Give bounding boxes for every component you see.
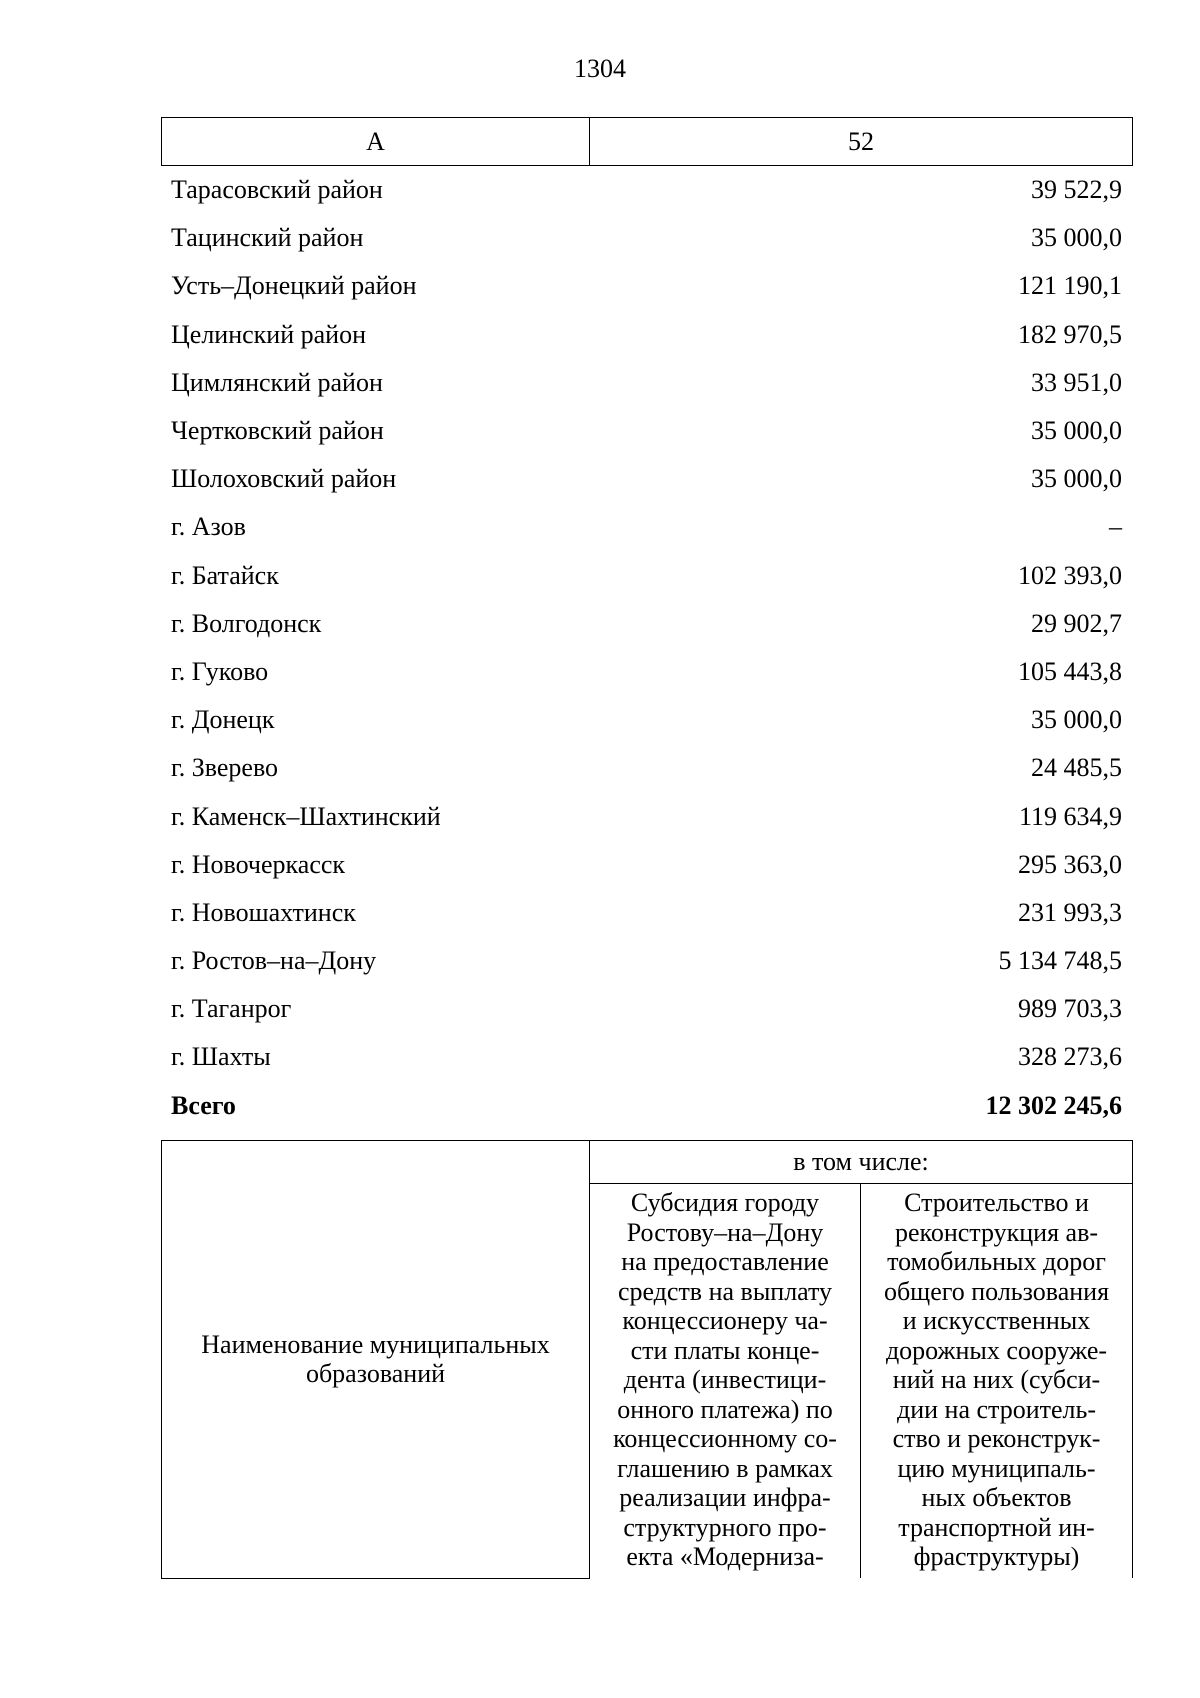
header-text-line: Ростову–на–Дону bbox=[626, 1217, 824, 1247]
header-text-line: образований bbox=[305, 1359, 446, 1389]
amount-value: 231 993,3 bbox=[1018, 897, 1122, 927]
municipality-name: г. Зверево bbox=[171, 753, 279, 783]
header-text-line: общего пользования bbox=[883, 1276, 1110, 1306]
column-header-row bbox=[162, 118, 1133, 166]
column-header-52: 52 bbox=[590, 118, 1133, 166]
table-row bbox=[161, 407, 1132, 455]
header-text-line: Наименование муниципальных bbox=[201, 1329, 550, 1359]
amount-value: 328 273,6 bbox=[1018, 1042, 1122, 1072]
table-row bbox=[161, 792, 1132, 840]
header-text-line: Субсидия городу bbox=[630, 1188, 820, 1217]
municipality-name: Тарасовский район bbox=[171, 175, 383, 205]
amount-value: 39 522,9 bbox=[1031, 175, 1122, 205]
table-row bbox=[161, 214, 1132, 262]
header-text-line: дии на строитель- bbox=[896, 1394, 1097, 1424]
header-text-line: фраструктуры) bbox=[913, 1542, 1080, 1571]
subsidy-rostov-concession-header bbox=[590, 1184, 861, 1579]
header-text-line: онного платежа) по bbox=[617, 1394, 833, 1424]
header-text-line: Строительство и bbox=[904, 1188, 1089, 1217]
municipality-name: г. Таганрог bbox=[171, 994, 292, 1024]
table-row bbox=[161, 503, 1132, 551]
municipality-name-header bbox=[162, 1141, 590, 1579]
municipality-name: Цимлянский район bbox=[171, 367, 383, 397]
municipality-name: г. Гуково bbox=[171, 656, 269, 686]
header-text-line: средств на выплату bbox=[617, 1276, 833, 1306]
total-row bbox=[161, 1082, 1132, 1130]
amount-value: 989 703,3 bbox=[1018, 994, 1122, 1024]
table-row bbox=[161, 552, 1132, 600]
table-row bbox=[161, 744, 1132, 792]
amount-value: – bbox=[1109, 512, 1122, 542]
table-row bbox=[161, 455, 1132, 503]
header-text-line: глашению в рамках bbox=[617, 1453, 833, 1483]
header-text-line: транспортной ин- bbox=[898, 1512, 1095, 1542]
road-construction-subsidy-header bbox=[861, 1184, 1133, 1579]
table-row bbox=[161, 1033, 1132, 1081]
amount-value: 24 485,5 bbox=[1031, 753, 1122, 783]
municipality-name: г. Азов bbox=[171, 512, 246, 542]
amount-value: 295 363,0 bbox=[1018, 849, 1122, 879]
header-text-line: екта «Модерниза- bbox=[626, 1542, 824, 1571]
municipality-name: г. Новошахтинск bbox=[171, 897, 356, 927]
header-text-line: реализации инфра- bbox=[619, 1483, 831, 1512]
municipality-name: Чертковский район bbox=[171, 416, 384, 446]
municipality-name: Тацинский район bbox=[171, 223, 364, 253]
data-table bbox=[161, 166, 1132, 1130]
including-header: в том числе: bbox=[590, 1141, 1133, 1184]
table-row bbox=[161, 937, 1132, 985]
page-number: 1304 bbox=[574, 54, 626, 83]
table-row bbox=[161, 166, 1132, 214]
header-text-line: на предоставление bbox=[621, 1247, 829, 1276]
amount-value: 35 000,0 bbox=[1031, 223, 1122, 253]
header-text-line: и искусственных bbox=[902, 1306, 1091, 1335]
amount-value: 119 634,9 bbox=[1018, 801, 1122, 831]
amount-value: 105 443,8 bbox=[1018, 656, 1122, 686]
table-row bbox=[161, 600, 1132, 648]
municipality-name: г. Донецк bbox=[171, 705, 275, 735]
header-text-line: дента (инвестици- bbox=[623, 1365, 827, 1394]
amount-value: 102 393,0 bbox=[1018, 560, 1122, 590]
amount-value: 121 190,1 bbox=[1018, 271, 1122, 301]
table-row bbox=[161, 262, 1132, 310]
amount-value: 33 951,0 bbox=[1031, 367, 1122, 397]
municipality-name: Усть–Донецкий район bbox=[171, 271, 417, 301]
table-row bbox=[161, 841, 1132, 889]
column-header-a: А bbox=[162, 118, 590, 166]
municipality-name: г. Батайск bbox=[171, 560, 279, 590]
amount-value: 29 902,7 bbox=[1031, 608, 1122, 638]
header-text-line: реконструкция ав- bbox=[894, 1217, 1099, 1247]
amount-value: 35 000,0 bbox=[1031, 464, 1122, 494]
amount-value: 35 000,0 bbox=[1031, 705, 1122, 735]
amount-value: 35 000,0 bbox=[1031, 416, 1122, 446]
table-row bbox=[161, 696, 1132, 744]
header-text-line: концессионеру ча- bbox=[622, 1306, 828, 1335]
table-row bbox=[161, 311, 1132, 359]
table-row bbox=[161, 985, 1132, 1033]
municipality-name: г. Волгодонск bbox=[171, 608, 322, 638]
table-row bbox=[161, 889, 1132, 937]
total-value: 12 302 245,6 bbox=[985, 1090, 1122, 1120]
subsidy-header-row-1 bbox=[162, 1141, 1133, 1184]
amount-value: 5 134 748,5 bbox=[998, 946, 1122, 976]
header-text-line: ний на них (субси- bbox=[892, 1365, 1101, 1394]
header-text-line: ных объектов bbox=[921, 1483, 1072, 1512]
municipality-name: Целинский район bbox=[171, 319, 366, 349]
header-text-line: ство и реконструк- bbox=[892, 1424, 1101, 1453]
subsidy-header-table bbox=[161, 1140, 1132, 1579]
total-label: Всего bbox=[171, 1090, 236, 1120]
municipality-name: Шолоховский район bbox=[171, 464, 397, 494]
header-text-line: цию муниципаль- bbox=[897, 1453, 1096, 1483]
amount-value: 182 970,5 bbox=[1018, 319, 1122, 349]
header-text-line: дорожных сооруже- bbox=[885, 1335, 1108, 1365]
header-text-line: сти платы конце- bbox=[630, 1335, 820, 1365]
table-row bbox=[161, 648, 1132, 696]
header-text-line: концессионному со- bbox=[613, 1424, 837, 1453]
column-header-table bbox=[161, 117, 1132, 166]
municipality-name: г. Новочеркасск bbox=[171, 849, 346, 879]
header-text-line: структурного про- bbox=[623, 1512, 827, 1542]
municipality-name: г. Каменск–Шахтинский bbox=[171, 801, 441, 831]
municipality-name: г. Шахты bbox=[171, 1042, 271, 1072]
municipality-name: г. Ростов–на–Дону bbox=[171, 946, 377, 976]
table-row bbox=[161, 359, 1132, 407]
header-text-line: томобильных дорог bbox=[887, 1247, 1106, 1276]
